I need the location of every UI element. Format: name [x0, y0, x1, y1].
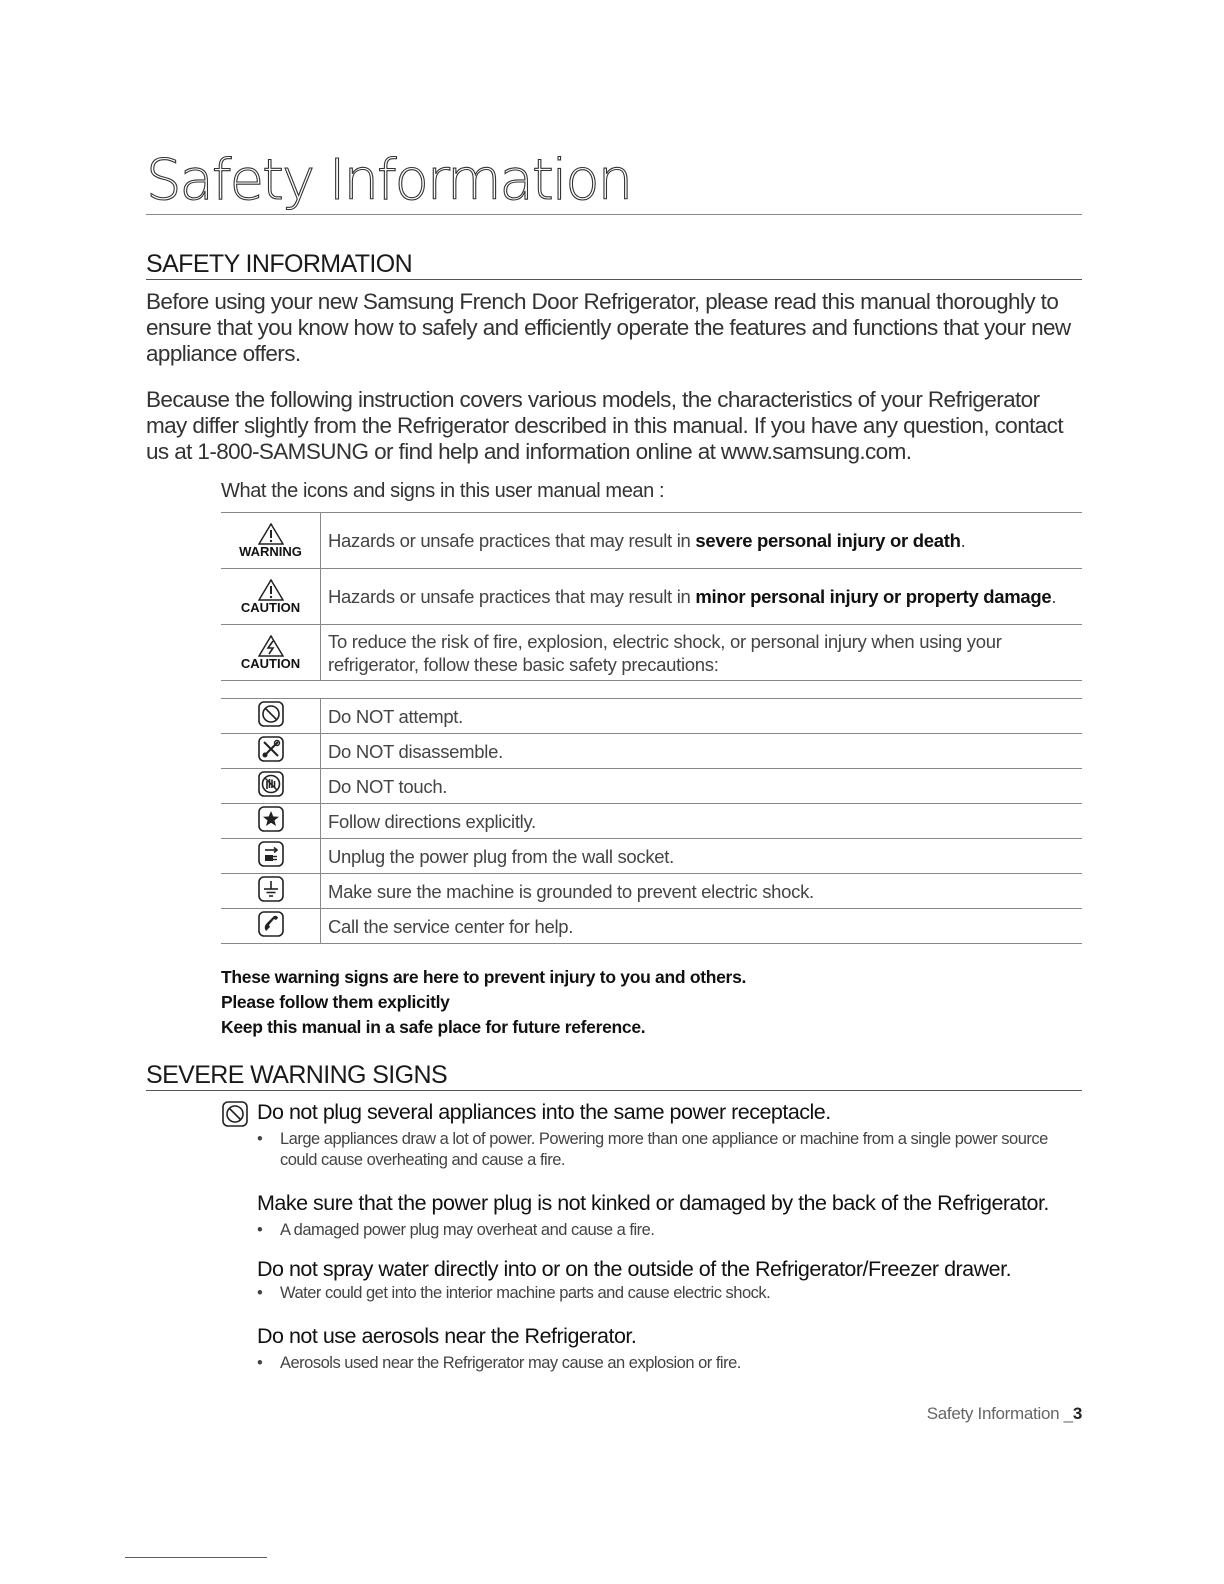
sign-text-bold: severe personal injury or death [695, 530, 961, 551]
icon-row-text: Follow directions explicitly. [321, 804, 1083, 839]
bullet-dot: • [257, 1130, 263, 1148]
section-heading-severe-warning: SEVERE WARNING SIGNS [146, 1060, 1082, 1091]
icon-row [221, 699, 1082, 734]
note-line: These warning signs are here to prevent injury to you and others. [221, 967, 747, 987]
warning-bullet-text: A damaged power plug may overheat and cause a fire. [280, 1221, 655, 1239]
sign-label: CAUTION [240, 655, 301, 671]
intro-paragraph: Before using your new Samsung French Door Refrigerator, please read this manual thoroughly to ensure that you know how to safely and efficiently operate the features and functions that your new appliance offers. [146, 289, 1071, 366]
page-footer [927, 1404, 1082, 1424]
sign-row-caution [221, 569, 1082, 625]
warning-heading: Do not use aerosols near the Refrigerator. [257, 1324, 637, 1348]
icon-row [221, 804, 1082, 839]
sign-text-bold: minor personal injury or property damage [695, 586, 1052, 607]
sign-row-warning [221, 513, 1082, 569]
icon-row-text: Do NOT attempt. [321, 699, 1083, 734]
warning-heading: Do not spray water directly into or on the outside of the Refrigerator/Freezer drawer. [257, 1257, 1012, 1281]
warning-bullet-text: Aerosols used near the Refrigerator may cause an explosion or fire. [280, 1354, 741, 1372]
sign-row-caution-shock [221, 625, 1082, 681]
sign-text: To reduce the risk of fire, explosion, electric shock, or personal injury when using your refrigerator, follow these basic safety precautions: [328, 630, 1002, 675]
bullet-dot: • [257, 1354, 263, 1372]
signs-table [221, 512, 1082, 681]
no-disassemble-icon [257, 735, 285, 763]
icon-row [221, 839, 1082, 874]
warning-heading: Do not plug several appliances into the same power receptacle. [257, 1100, 831, 1124]
models-paragraph: Because the following instruction covers various models, the characteristics of your Refrigerator may differ slightly from the Refrigerator described in this manual. If you have any question, contact us at 1-800-SAMSUNG or find help and information online at www.samsung.com. [146, 387, 1063, 464]
icon-row [221, 909, 1082, 944]
warning-triangle-icon [258, 523, 284, 545]
icon-row-text: Unplug the power plug from the wall socket. [321, 839, 1083, 874]
note-line: Please follow them explicitly [221, 992, 450, 1012]
ground-icon [257, 875, 285, 903]
warning-bullet-text: Water could get into the interior machine parts and cause electric shock. [280, 1284, 771, 1302]
icon-row [221, 874, 1082, 909]
warning-bullet [257, 1353, 1083, 1374]
footer-text: Safety Information _ [926, 1404, 1073, 1423]
section-heading-safety-information: SAFETY INFORMATION [146, 249, 1082, 280]
icon-row [221, 769, 1082, 804]
legend-intro: What the icons and signs in this user manual mean : [221, 480, 665, 502]
caution-triangle-icon [258, 579, 284, 601]
icon-row [221, 734, 1082, 769]
note-line: Keep this manual in a safe place for future reference. [221, 1017, 646, 1037]
sign-text-end: . [960, 530, 966, 551]
no-touch-icon [257, 770, 285, 798]
sign-label: CAUTION [240, 599, 301, 615]
sign-text: Hazards or unsafe practices that may result in [328, 530, 696, 551]
icon-row-text: Do NOT disassemble. [321, 734, 1083, 769]
bullet-dot: • [257, 1221, 263, 1239]
follow-directions-icon [257, 805, 285, 833]
sign-text: Hazards or unsafe practices that may result in [328, 586, 696, 607]
warning-heading: Make sure that the power plug is not kinked or damaged by the back of the Refrigerator. [257, 1191, 1049, 1215]
electric-shock-triangle-icon [258, 635, 284, 657]
sign-label: WARNING [239, 543, 302, 559]
warning-bullet-text: Large appliances draw a lot of power. Powering more than one appliance or machine from a single power source could cause overheating and cause a fire. [280, 1130, 1048, 1169]
unplug-icon [257, 840, 285, 868]
page-title: Safety Information [146, 148, 1082, 215]
bullet-dot: • [257, 1284, 263, 1302]
page-number: 3 [1072, 1404, 1082, 1423]
prohibited-icon [257, 700, 285, 728]
prohibited-icon [221, 1100, 249, 1128]
warning-bullet [257, 1283, 1083, 1304]
icons-table [221, 698, 1082, 944]
warning-bullet [257, 1129, 1083, 1171]
sign-text-end: . [1051, 586, 1057, 607]
icon-row-text: Make sure the machine is grounded to prevent electric shock. [321, 874, 1083, 909]
phone-icon [257, 910, 285, 938]
icon-row-text: Call the service center for help. [321, 909, 1083, 944]
scan-artifact-line [125, 1557, 267, 1558]
warning-bullet [257, 1220, 1083, 1241]
icon-row-text: Do NOT touch. [321, 769, 1083, 804]
